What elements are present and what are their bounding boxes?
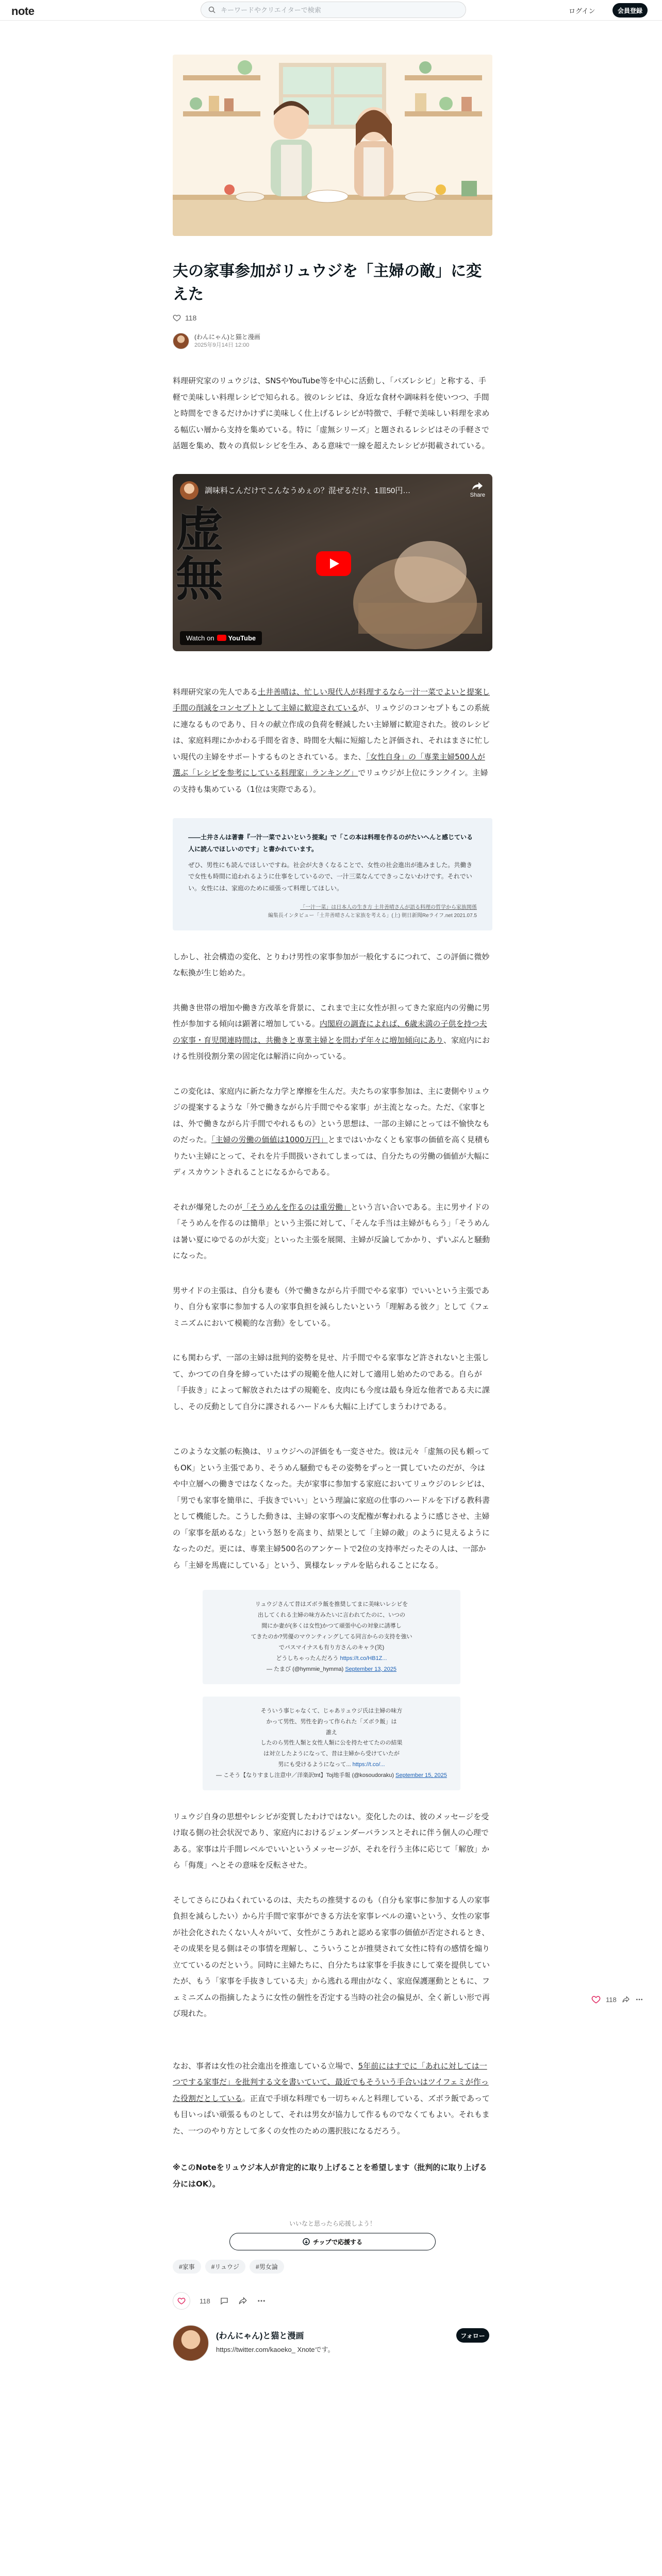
embed-text-line: そういう事じゃなくて、じゃあリュウジ氏は主婦の味方 xyxy=(260,1707,403,1714)
heart-icon[interactable] xyxy=(591,1995,601,2004)
thumbnail-char-1: 虚 xyxy=(176,501,224,557)
embed-author: — たまび (@hymmie_hymma) xyxy=(266,1666,344,1672)
watch-on-label: Watch on xyxy=(186,634,214,642)
embed-text-line: かって男性、男性を釣って作られた「ズボラ飯」は xyxy=(266,1718,397,1725)
link-somen-labor[interactable]: 「そうめんを作るのは重労働」 xyxy=(242,1202,351,1212)
tip-button[interactable] xyxy=(229,2233,436,2250)
paragraph-10: リュウジ自身の思想やレシピが変質したわけではない。変化したのは、彼のメッセージを受け取る側の社会状況であり、家庭内におけるジェンダーバランスとそれに伴う個人の心理である。家事は片手間レベルでいいというメッセージが、それを行う主体に応じて「解放」から「侮蔑」へとその意味を反転させた。 xyxy=(173,1811,490,1870)
search-input[interactable] xyxy=(220,6,446,14)
note-logo[interactable]: note xyxy=(11,5,35,18)
embed-date-link[interactable]: September 13, 2025 xyxy=(345,1666,397,1672)
top-header xyxy=(0,0,662,21)
signup-button[interactable]: 会員登録 xyxy=(613,3,648,18)
embed-link[interactable]: https://t.co/... xyxy=(352,1761,385,1768)
author-card xyxy=(173,2325,492,2361)
share-icon[interactable] xyxy=(622,1995,630,2004)
author-card-profile[interactable]: https://twitter.com/kaoeko_ Xnoteです。 xyxy=(216,2346,335,2354)
tag-item[interactable]: #男女論 xyxy=(250,2260,284,2274)
quote-question: ——土井さんは著書『一汁一菜でよいという提案』で「この本は料理を作るのがたいへんと感じている人に読んでほしいのです」と書かれています。 xyxy=(188,834,473,853)
heart-icon[interactable] xyxy=(173,314,181,322)
share-label: Share xyxy=(470,492,485,498)
author-name[interactable]: (わんにゃん)と猫と漫画 xyxy=(194,333,260,341)
heart-icon xyxy=(177,2297,186,2305)
text-segment: なお、事者は女性の社会進出を推進している立場で、 xyxy=(173,2061,358,2071)
embed-link[interactable]: https://t.co/HB1Z... xyxy=(340,1655,387,1662)
paragraph-3: しかし、社会構造の変化、とりわけ男性の家事参加が一般化するにつれて、この評価に微妙な転換が生じ始めた。 xyxy=(173,952,490,978)
video-title[interactable]: 調味料こんだけでこんなうめぇの？混ぜるだけ、1皿50円… xyxy=(205,486,411,495)
link-housework-value[interactable]: 「主婦の労働の価値は1000万円」 xyxy=(211,1135,328,1145)
text-segment: という言い合いである。主に男サイドの「そうめんを作るのは簡単」という主張に対して、「そんな手当は主婦がもらう」「そうめんは暑い夏にゆでるのが大変」といった主張を展開、主婦が反論してかかり、ずいぶんと騒動になった。 xyxy=(173,1202,490,1261)
quote-source xyxy=(188,904,477,920)
embed-text-line: リュウジさんて昔はズボラ飯を推奨してまに美味いレシピを xyxy=(255,1601,408,1608)
link-josei-jishin-ranking[interactable]: 「女性自身」の「専業主婦500人が選ぶ「レシピを参考にしている料理家」ランキング」 xyxy=(173,752,485,777)
tip-icon xyxy=(303,2238,310,2245)
comment-icon[interactable] xyxy=(220,2296,229,2306)
like-count: 118 xyxy=(185,314,197,322)
more-icon[interactable] xyxy=(635,1995,643,2004)
embed-text-line: は対立したようになって、昔は主婦から受けていたが xyxy=(263,1751,400,1757)
thumbnail-char-2: 無 xyxy=(176,551,224,607)
embed-text-line: てきたのか?男優のマウンティングしてる同言からの支持を強い xyxy=(251,1634,412,1640)
hero-illustration xyxy=(173,55,492,236)
embed-text-line: でパスマイナスも有り方さんのキャラ(笑) xyxy=(278,1645,385,1651)
blockquote xyxy=(173,818,492,930)
like-row xyxy=(173,311,492,325)
embed-author: — こそう【なりすまし注意中／洋楽訳tnt】Toj地手報 (@kosoudoraku) xyxy=(216,1772,394,1779)
link-cabinet-office-survey[interactable]: 内閣府の調査によれば、6歳未満の子供を持つ夫の家事・育児関連時間は、共働きと専業主婦とを問わず年々に増加傾向にあり xyxy=(173,1019,487,1045)
text-segment: 共働き世帯の増加や働き方改革を背景に、これまで主に女性が担ってきた家庭内の労働に男性が参加する傾向は顕著に増加している。 xyxy=(173,1003,490,1029)
text-segment: 料理研究家の先人である xyxy=(173,687,258,697)
floating-like-count: 118 xyxy=(606,1995,617,2004)
paragraph-9: このような文脈の転換は、リュウジへの評価をも一変させた。彼は元々「虚無の民も頼ってもOK」という主張であり、そうめん騒動でもその姿勢をずっと一貫していたのだが、今はや中立層への働きではなくなった。夫が家事に参加する家庭においてリュウジのレシピは、「男でも家事を簡単に、手抜きでいい」という理論に家庭の仕事のハードルを下げる教科書として機能した。こうした動きは、主婦の家事への支配権が奪われるように感じさせ、主婦の「家事を舐めるな」という怒りを高まり、結果として「主婦の敵」のように見えるようになったのだ。更には、専業主婦500名のアンケートで2位の支持率だったその人は、一部から「主婦を馬鹿にしている」という、異様なレッテルを貼られることになる。 xyxy=(173,1447,490,1570)
article-title: 夫の家事参加がリュウジを「主婦の敵」に変えた xyxy=(173,262,482,303)
text-segment: でリュウジが上位にランクイン。主婦の支持も集めている（1位は実際である）。 xyxy=(173,768,488,794)
author-card-name[interactable]: (わんにゃん)と猫と漫画 xyxy=(216,2332,304,2341)
more-icon[interactable] xyxy=(257,2296,266,2306)
paragraph-7: 男サイドの主張は、自分も妻も（外で働きながら片手間でやる家事）でいいという主張であり、自分も家事に参加する人の家事負担を減らしたいという「理解ある彼ク」として《フェミニズムにおいて模範的な言動》をしている。 xyxy=(173,1285,490,1328)
avatar[interactable] xyxy=(173,333,189,349)
search-box[interactable] xyxy=(201,2,466,18)
support-prompt: いいなと思ったら応援しよう！ xyxy=(289,2220,376,2228)
youtube-logo xyxy=(217,634,256,642)
text-segment: 。正直で手頃な料理でも一切ちゃんと料理している、ズボラ飯であっても目いっぱい頑張るものとして、それは男女が協力して作るものでなくてもよい。それもまた、一つのやり方として多くの女性のための選択肢になるだろう。 xyxy=(173,2093,490,2136)
embed-text-line: 出してくれる主婦の味方みたいに言われてたのに、いつの xyxy=(258,1612,405,1619)
embedded-post-2[interactable] xyxy=(203,1697,460,1790)
quote-source-detail: 編集長インタビュー「土井善晴さんと家族を考える」(上) 朝日新聞Reライフ.net 2021.07.5 xyxy=(268,912,477,919)
text-segment: それが爆発したのが xyxy=(173,1202,243,1212)
text-segment: この変化は、家庭内に新たな力学と摩擦を生んだ。夫たちの家事参加は、主に妻側やリュウジの提案するような「外で働きながら片手間でやる家事」が主流となった。ただ、《家事とは、外で働きながら片手間でやれるもの》という思想は、一部の主婦にとっては不愉快なものだった。 xyxy=(173,1086,490,1145)
article xyxy=(173,55,492,2361)
paragraph-2 xyxy=(173,684,492,798)
embed-text-line: 誰え xyxy=(326,1729,337,1736)
embed-text-line: したのら男性人類と女性人類に公を持たせてたのの結果 xyxy=(260,1740,403,1747)
floating-actions xyxy=(591,1995,643,2004)
like-button[interactable] xyxy=(173,2292,190,2310)
closing-note: ※このNoteをリュウジ本人が肯定的に取り上げることを希望します（批判的に取り上げる分にはOK）。 xyxy=(173,2163,487,2189)
paragraph-11: そしてさらにひねくれているのは、夫たちの推奨するのも（自分も家事に参加する人の家事負担を減らしたい）から片手間で家事ができる方法を家事レベルの違いという、女性の家事が社会化されたくない人々がいて、女性がこうあれと認める家事の価値が否定されるとき、その成果を見る側はその事情を理解し、こういうことが推奨されて女性に特有の感情を煽り立てているのだという。同時に主婦たちに、自分たちは家事を手抜きにして楽を提供していたが、もう「家事を手抜きしている夫」から逃れる理由がなく、家庭保護運動とともに、フェミニズムの指摘したように女性の個性を否定する当時の社会の偏見が、全く新しい形で再び現れた。 xyxy=(173,1895,490,2019)
search-icon xyxy=(208,6,216,13)
login-button[interactable]: ログイン xyxy=(565,4,599,16)
tip-label: チップで応援する xyxy=(312,2238,362,2246)
paragraph-4 xyxy=(173,1000,492,1065)
paragraph-8: にも関わらず、一部の主婦は批判的姿勢を見せ、片手間でやる家事など許されないと主張して、かつての自身を締っていたはずの規範を他人に対して適用し始めたのである。自らが「手抜き」によって解放されたはずの規範を、皮肉にも今度は最も身近な他者である夫に課し、その反動として自分に課されるハードルも大幅に上げてしまうわけである。 xyxy=(173,1353,490,1411)
share-icon[interactable] xyxy=(238,2296,247,2306)
embed-text-line: 男にも受けるようになって... xyxy=(278,1761,353,1768)
link-past-article[interactable]: 5年前にはすでに「あれに対しては一つでする家事だ」を批判する文を書いていて、最近でもそういう手合いはツイフェミが作った役割だとしている xyxy=(173,2061,489,2103)
action-like-count: 118 xyxy=(200,2297,210,2305)
paragraph-intro: 料理研究家のリュウジは、SNSやYouTube等を中心に活動し、「バズレシピ」と称する、手軽で美味しい料理レシピで知られる。彼のレシピは、身近な食材や調味料を使いつつ、手間と時間をできるだけかけずに美味しく仕上げるレシピが特徴で、手軽で美味しい料理を求める幅広い層から支持を集めている。特に「虚無シリーズ」と題されるレシピはその手軽さで話題を集め、数々の真似レシピを生み、ある意味で一線を超えたレシピが掲載されている。 xyxy=(173,376,490,450)
link-doi-yoshiharu[interactable]: 土井善晴は、忙しい現代人が料理するなら一汁一菜でよいと提案し手間の削減をコンセプトとして主婦に歓迎されている xyxy=(173,687,490,713)
author-card-avatar[interactable] xyxy=(173,2325,209,2361)
quote-source-link[interactable]: 「一汁一菜」は日本人の生き方 土井善晴さんが語る料理の哲学から家族関係 xyxy=(300,904,477,910)
tag-item[interactable]: #リュウジ xyxy=(205,2260,245,2274)
paragraph-12 xyxy=(173,2058,492,2140)
text-segment: 、家庭内における性別役割分業の固定化は解消に向かっている。 xyxy=(173,1035,490,1061)
follow-button[interactable]: フォロー xyxy=(456,2328,489,2343)
publish-date: 2025年9月14日 12:00 xyxy=(194,342,250,348)
embed-date-link[interactable]: September 15, 2025 xyxy=(395,1772,447,1779)
embed-text-line: どうしちゃったんだろう xyxy=(276,1655,339,1662)
tag-item[interactable]: #家事 xyxy=(173,2260,201,2274)
youtube-icon xyxy=(217,635,226,641)
play-button[interactable] xyxy=(316,551,351,576)
support-section xyxy=(173,2219,492,2250)
tag-list xyxy=(173,2260,492,2274)
watch-on-youtube[interactable] xyxy=(180,631,262,645)
text-segment: とまではいかなくとも家事の価値を高く見積もりたい主婦にとって、それを片手間扱いされてしまっては、自分たちの労働の価値が大幅にディスカウントされることになるからである。 xyxy=(173,1135,490,1177)
author-row[interactable] xyxy=(173,332,492,350)
article-actions xyxy=(173,2292,492,2310)
kitchen-couple-illustration xyxy=(173,55,492,236)
embed-text-line: 間にか妻が(多くは女性)かつて頑張中心の対象に誘導し xyxy=(261,1623,402,1630)
text-segment: が、リュウジのコンセプトもこの系統に連なるものであり、日々の献立作成の負荷を軽減したい主婦層に歓迎された。彼のレシピは、家庭料理にかかわる手間を省き、時間を大幅に短縮したと評価され、それはまさに忙しい現代の主婦をサポートするものとされている。また、 xyxy=(173,703,490,761)
youtube-wordmark: YouTube xyxy=(228,634,256,642)
embedded-post-1[interactable] xyxy=(203,1590,460,1684)
paragraph-5 xyxy=(173,1083,492,1181)
youtube-embed[interactable] xyxy=(173,474,492,651)
paragraph-6 xyxy=(173,1199,492,1264)
quote-answer: ぜひ、男性にも読んでほしいですね。社会が大きくなることで、女性の社会進出が進みました。共働きで女性も時間に追われるように仕事をしているので、一汁三菜なんてできっこないわけです。それでいい。女性には、家庭のために頑張って料理してほしい。 xyxy=(188,861,473,892)
